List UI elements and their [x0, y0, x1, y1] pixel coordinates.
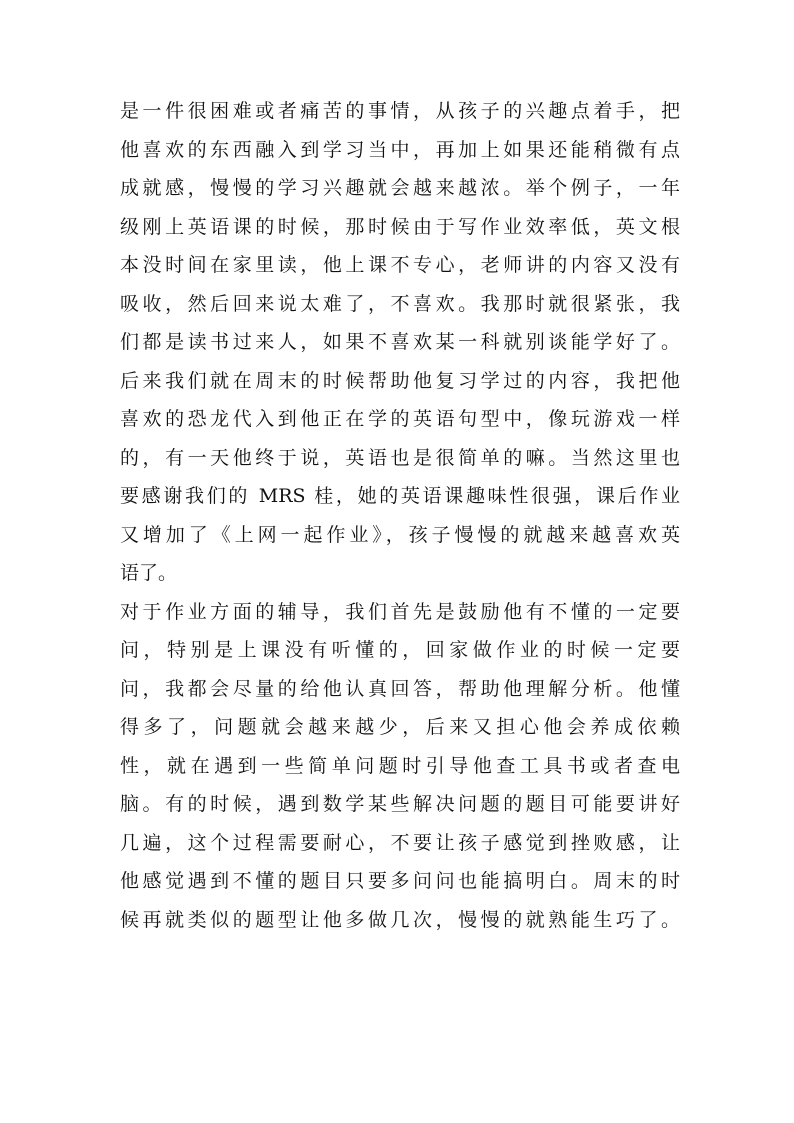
text-line-20: 几遍，这个过程需要耐心，不要让孩子感觉到挫败感，让 — [120, 831, 680, 854]
text-line-6: 吸收，然后回来说太难了，不喜欢。我那时就很紧张，我 — [120, 292, 680, 315]
text-line-14: 对于作业方面的辅导，我们首先是鼓励他有不懂的一定要 — [120, 600, 680, 623]
text-line-21: 他感觉遇到不懂的题目只要多问问也能搞明白。周末的时 — [120, 870, 680, 892]
text-line-22: 候再就类似的题型让他多做几次，慢慢的就熟能生巧了。 — [120, 908, 680, 931]
text-line-19: 脑。有的时候，遇到数学某些解决问题的题目可能要讲好 — [120, 793, 680, 815]
text-line-17: 得多了，问题就会越来越少，后来又担心他会养成依赖 — [120, 716, 680, 738]
text-line-15: 问，特别是上课没有听懂的，回家做作业的时候一定要 — [120, 639, 680, 661]
text-line-9: 喜欢的恐龙代入到他正在学的英语句型中，像玩游戏一样 — [120, 408, 680, 430]
text-line-13: 语了。 — [120, 562, 178, 584]
text-line-8: 后来我们就在周末的时候帮助他复习学过的内容，我把他 — [120, 369, 680, 392]
text-line-4: 级刚上英语课的时候，那时候由于写作业效率低，英文根 — [120, 215, 680, 238]
text-line-11: 要感谢我们的 MRS 桂，她的英语课趣味性很强，课后作业 — [120, 485, 680, 507]
text-line-10: 的，有一天他终于说，英语也是很简单的嘛。当然这里也 — [120, 446, 680, 469]
text-line-3: 成就感，慢慢的学习兴趣就会越来越浓。举个例子，一年 — [120, 177, 680, 199]
text-line-2: 他喜欢的东西融入到学习当中，再加上如果还能稍微有点 — [120, 138, 680, 161]
text-line-7: 们都是读书过来人，如果不喜欢某一科就别谈能学好了。 — [120, 331, 680, 353]
document-body — [120, 92, 680, 939]
text-line-18: 性，就在遇到一些简单问题时引导他查工具书或者查电 — [120, 754, 680, 777]
text-line-12: 又增加了《上网一起作业》，孩子慢慢的就越来越喜欢英 — [120, 523, 680, 546]
text-line-5: 本没时间在家里读，他上课不专心，老师讲的内容又没有 — [120, 254, 680, 276]
text-line-16: 问，我都会尽量的给他认真回答，帮助他理解分析。他懂 — [120, 677, 680, 700]
text-line-1: 是一件很困难或者痛苦的事情，从孩子的兴趣点着手，把 — [120, 100, 680, 122]
